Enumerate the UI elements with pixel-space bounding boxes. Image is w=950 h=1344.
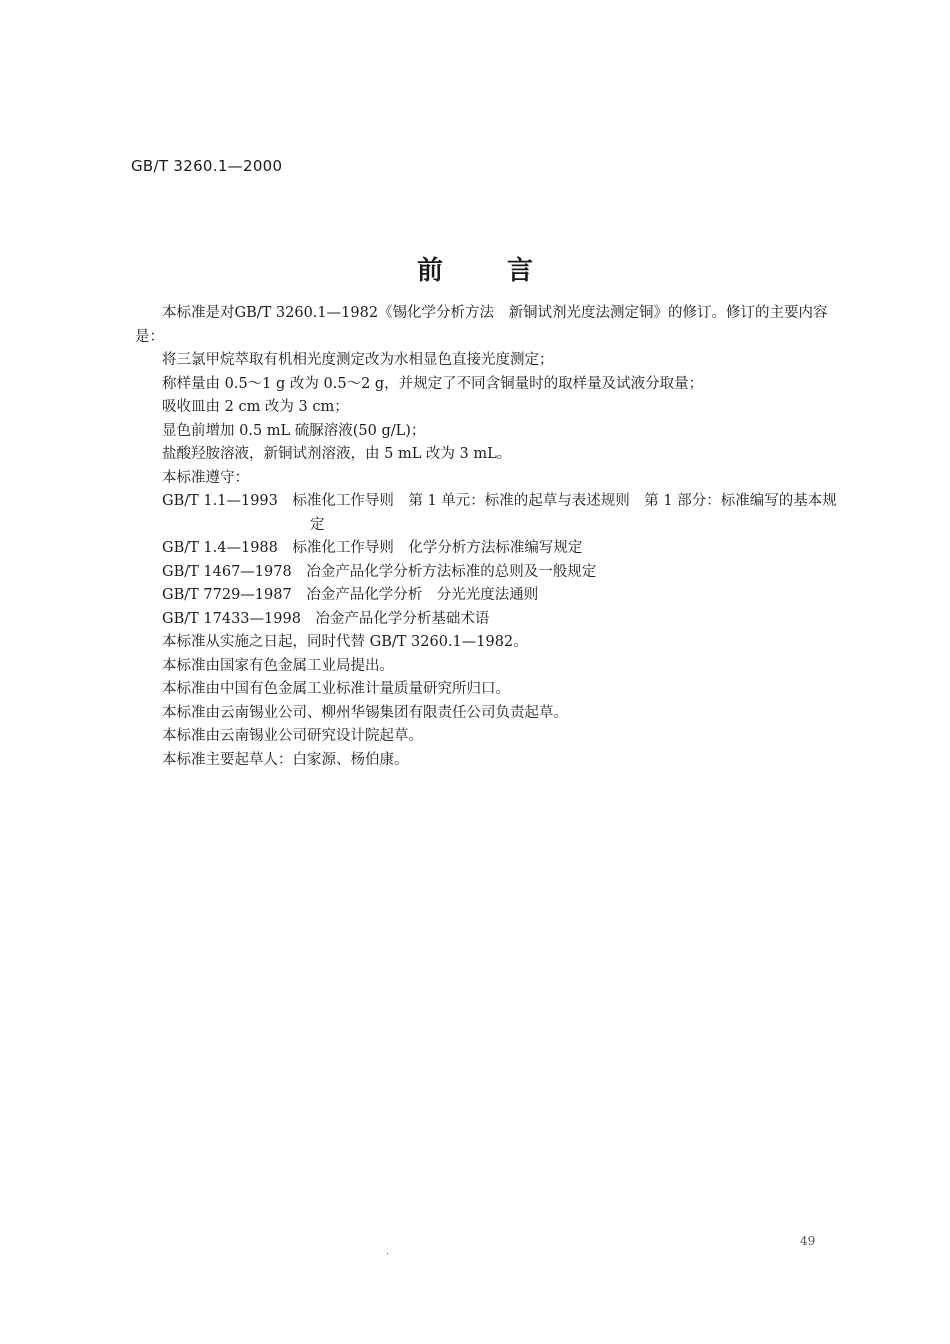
- closing-paragraph: 本标准由云南锡业公司研究设计院起草。: [162, 728, 423, 744]
- change-item: 吸收皿由 2 cm 改为 3 cm；: [162, 399, 349, 415]
- intro-paragraph: 本标准是对GB/T 3260.1—1982《锡化学分析方法 新铜试剂光度法测定铜》的修订。修订的主要内容是：: [135, 305, 828, 345]
- page-title: 前言: [416, 256, 597, 286]
- closing-paragraph: 本标准从实施之日起，同时代替 GB/T 3260.1—1982。: [162, 634, 528, 650]
- reference-item: GB/T 7729—1987 冶金产品化学分析 分光光度法通则: [162, 587, 539, 603]
- change-item: 显色前增加 0.5 mL 硫脲溶液(50 g/L)；: [162, 422, 426, 439]
- compliance-intro: 本标准遵守：: [162, 469, 249, 486]
- reference-item: GB/T 1.1—1993 标准化工作导则 第 1 单元：标准的起草与表述规则 第 1 部分：标准编写的基本规定: [162, 493, 837, 533]
- closing-paragraph: 本标准由国家有色金属工业局提出。: [162, 657, 394, 674]
- document-body: [135, 302, 850, 772]
- change-item: 称样量由 0.5～1 g 改为 0.5～2 g，并规定了不同含铜量时的取样量及试液分取量；: [162, 375, 704, 392]
- page-number: 49: [800, 1234, 816, 1248]
- standard-code-header: GB/T 3260.1—2000: [131, 157, 283, 175]
- change-item: 盐酸羟胺溶液，新铜试剂溶液，由 5 mL 改为 3 mL。: [162, 446, 512, 462]
- reference-item: GB/T 1467—1978 冶金产品化学分析方法标准的总则及一般规定: [162, 563, 597, 580]
- reference-item: GB/T 17433—1998 冶金产品化学分析基础术语: [162, 610, 490, 627]
- closing-paragraph: 本标准主要起草人：白家源、杨伯康。: [162, 751, 409, 768]
- change-item: 将三氯甲烷萃取有机相光度测定改为水相显色直接光度测定；: [162, 352, 554, 368]
- footer-dot: .: [386, 1246, 390, 1257]
- closing-paragraph: 本标准由中国有色金属工业标准计量质量研究所归口。: [162, 681, 510, 697]
- closing-paragraph: 本标准由云南锡业公司、柳州华锡集团有限责任公司负责起草。: [162, 704, 568, 721]
- reference-item: GB/T 1.4—1988 标准化工作导则 化学分析方法标准编写规定: [162, 540, 583, 556]
